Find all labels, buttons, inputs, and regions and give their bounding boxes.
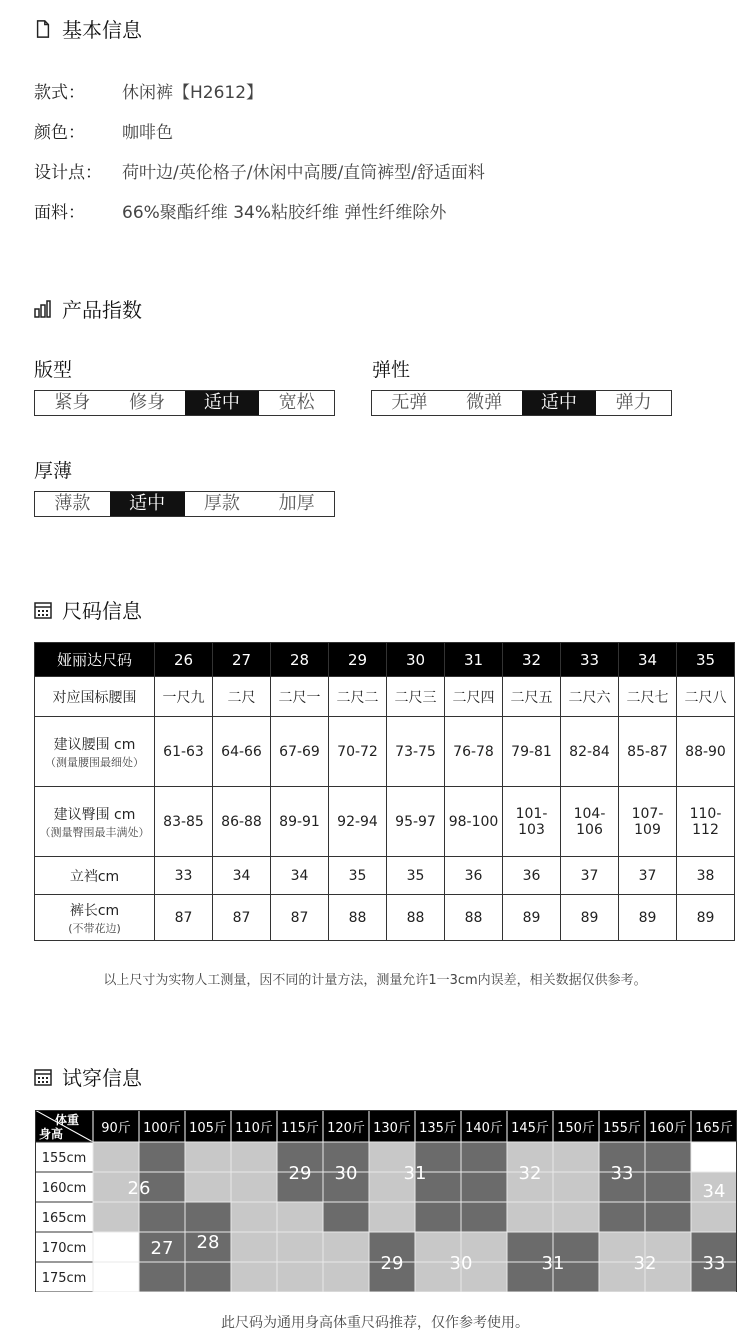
size-info-title: 尺码信息 xyxy=(34,595,142,624)
fit-cell xyxy=(553,1202,599,1232)
document-icon xyxy=(34,20,52,38)
size-cell: 二尺七 xyxy=(619,677,677,717)
fit-label: 版型 xyxy=(34,359,73,381)
thickness-option: 厚款 xyxy=(203,493,240,514)
size-cell: 85-87 xyxy=(619,717,677,787)
fit-size-label: 28 xyxy=(196,1232,220,1253)
size-cell: 83-85 xyxy=(155,787,213,857)
weight-label: 115斤 xyxy=(281,1121,319,1136)
size-cell: 67-69 xyxy=(271,717,329,787)
fit-cell xyxy=(323,1202,369,1232)
size-cell: 61-63 xyxy=(155,717,213,787)
row-label: 建议腰围 cm （测量腰围最细处） xyxy=(35,717,155,787)
fit-cell xyxy=(461,1172,507,1202)
thickness-option: 薄款 xyxy=(54,493,91,514)
fit-scale xyxy=(34,390,335,416)
row-label: 对应国标腰围 xyxy=(35,677,155,717)
size-cell: 89-91 xyxy=(271,787,329,857)
size-cell: 37 xyxy=(619,857,677,895)
size-cell: 73-75 xyxy=(387,717,445,787)
fit-cell xyxy=(415,1202,461,1232)
size-cell: 38 xyxy=(677,857,735,895)
fit-cell xyxy=(277,1232,323,1262)
fit-size-label: 27 xyxy=(150,1238,174,1259)
tryon-grid xyxy=(35,1110,737,1292)
fit-cell xyxy=(691,1202,737,1232)
fit-cell xyxy=(93,1142,139,1172)
weight-label: 105斤 xyxy=(189,1121,227,1136)
fit-cell xyxy=(645,1172,691,1202)
fit-cell xyxy=(231,1232,277,1262)
weight-label: 130斤 xyxy=(373,1121,411,1136)
size-cell: 87 xyxy=(155,895,213,941)
size-cell: 95-97 xyxy=(387,787,445,857)
fit-option: 修身 xyxy=(129,392,166,413)
fit-option: 适中 xyxy=(185,391,260,415)
size-cell: 88 xyxy=(387,895,445,941)
size-header-cell: 34 xyxy=(619,643,677,677)
size-cell: 二尺六 xyxy=(561,677,619,717)
fit-cell xyxy=(231,1202,277,1232)
fit-size-label: 30 xyxy=(334,1163,358,1184)
info-row-color: 颜色： 咖啡色 xyxy=(34,123,173,143)
weight-label: 90斤 xyxy=(101,1121,131,1136)
weight-label: 165斤 xyxy=(695,1121,733,1136)
table-row xyxy=(35,857,735,895)
fit-cell xyxy=(553,1172,599,1202)
size-cell: 二尺三 xyxy=(387,677,445,717)
weight-label: 155斤 xyxy=(603,1121,641,1136)
fit-cell xyxy=(277,1262,323,1292)
elastic-option: 无弹 xyxy=(391,392,428,413)
thickness-scale xyxy=(34,491,335,517)
row-label: 裤长cm (不带花边) xyxy=(35,895,155,941)
table-row xyxy=(35,677,735,717)
size-cell: 107-109 xyxy=(619,787,677,857)
weight-label: 150斤 xyxy=(557,1121,595,1136)
fit-cell xyxy=(139,1202,185,1232)
fit-size-label: 30 xyxy=(449,1253,473,1274)
fit-option: 紧身 xyxy=(54,392,91,413)
size-cell: 104-106 xyxy=(561,787,619,857)
size-cell: 34 xyxy=(271,857,329,895)
fit-cell xyxy=(231,1172,277,1202)
corner-height-label: 身高 xyxy=(39,1127,64,1141)
size-cell: 37 xyxy=(561,857,619,895)
fit-cell xyxy=(93,1262,139,1292)
size-header-cell: 35 xyxy=(677,643,735,677)
size-header-cell: 30 xyxy=(387,643,445,677)
height-label: 155cm xyxy=(41,1151,87,1166)
size-cell: 98-100 xyxy=(445,787,503,857)
size-header-cell: 31 xyxy=(445,643,503,677)
size-cell: 89 xyxy=(619,895,677,941)
size-cell: 88 xyxy=(445,895,503,941)
tryon-note: 此尺码为通用身高体重尺码推荐，仅作参考使用。 xyxy=(221,1315,529,1331)
calendar-icon xyxy=(34,1068,52,1086)
tryon-info-title: 试穿信息 xyxy=(34,1062,142,1091)
corner-weight-label: 体重 xyxy=(54,1113,79,1127)
size-cell: 二尺一 xyxy=(271,677,329,717)
bar-chart-icon xyxy=(34,300,52,318)
fit-cell xyxy=(185,1202,231,1232)
height-label: 165cm xyxy=(41,1211,87,1226)
height-label: 170cm xyxy=(41,1241,87,1256)
fit-size-label: 32 xyxy=(633,1253,657,1274)
fit-cell xyxy=(185,1172,231,1202)
size-cell: 79-81 xyxy=(503,717,561,787)
table-row xyxy=(35,787,735,857)
calendar-icon xyxy=(34,601,52,619)
fit-cell xyxy=(599,1202,645,1232)
weight-label: 140斤 xyxy=(465,1121,503,1136)
size-cell: 70-72 xyxy=(329,717,387,787)
fit-cell xyxy=(323,1232,369,1262)
size-header-cell: 26 xyxy=(155,643,213,677)
fit-size-label: 29 xyxy=(288,1163,312,1184)
size-cell: 64-66 xyxy=(213,717,271,787)
thickness-option: 加厚 xyxy=(278,493,315,514)
size-cell: 35 xyxy=(387,857,445,895)
size-header-cell: 33 xyxy=(561,643,619,677)
size-cell: 89 xyxy=(503,895,561,941)
size-cell: 36 xyxy=(445,857,503,895)
table-row xyxy=(35,895,735,941)
size-cell: 一尺九 xyxy=(155,677,213,717)
size-cell: 35 xyxy=(329,857,387,895)
row-label: 立裆cm xyxy=(35,857,155,895)
height-label: 160cm xyxy=(41,1181,87,1196)
size-header-cell: 29 xyxy=(329,643,387,677)
weight-label: 120斤 xyxy=(327,1121,365,1136)
size-cell: 101-103 xyxy=(503,787,561,857)
thickness-option: 适中 xyxy=(110,492,185,516)
size-cell: 86-88 xyxy=(213,787,271,857)
size-cell: 87 xyxy=(271,895,329,941)
row-label: 建议臀围 cm （测量臀围最丰满处） xyxy=(35,787,155,857)
fit-cell xyxy=(139,1262,185,1292)
size-header-cell: 27 xyxy=(213,643,271,677)
size-note: 以上尺寸为实物人工测量，因不同的计量方法，测量允许1一3cm内误差，相关数据仅供参考。 xyxy=(103,973,647,988)
size-cell: 二尺五 xyxy=(503,677,561,717)
fit-cell xyxy=(645,1202,691,1232)
size-cell: 36 xyxy=(503,857,561,895)
fit-cell xyxy=(369,1202,415,1232)
fit-cell xyxy=(645,1142,691,1172)
size-header-row xyxy=(35,643,735,677)
size-header-cell: 32 xyxy=(503,643,561,677)
size-cell: 二尺二 xyxy=(329,677,387,717)
fit-cell xyxy=(231,1142,277,1172)
size-cell: 34 xyxy=(213,857,271,895)
fit-cell xyxy=(461,1202,507,1232)
weight-label: 160斤 xyxy=(649,1121,687,1136)
fit-size-label: 32 xyxy=(518,1163,542,1184)
fit-size-label: 31 xyxy=(541,1253,565,1274)
fit-cell xyxy=(461,1142,507,1172)
fit-cell xyxy=(277,1202,323,1232)
fit-size-label: 34 xyxy=(702,1181,726,1202)
elastic-scale xyxy=(371,390,672,416)
size-cell: 89 xyxy=(561,895,619,941)
height-label: 175cm xyxy=(41,1271,87,1286)
fit-cell xyxy=(231,1262,277,1292)
size-cell: 76-78 xyxy=(445,717,503,787)
elastic-option: 弹力 xyxy=(615,392,652,413)
fit-cell xyxy=(93,1202,139,1232)
fit-size-label: 31 xyxy=(403,1163,427,1184)
fit-size-label: 33 xyxy=(610,1163,634,1184)
size-cell: 88 xyxy=(329,895,387,941)
size-cell: 二尺四 xyxy=(445,677,503,717)
weight-label: 145斤 xyxy=(511,1121,549,1136)
fit-size-label: 33 xyxy=(702,1253,726,1274)
fit-cell xyxy=(185,1262,231,1292)
size-header-cell: 娅丽达尺码 xyxy=(35,643,155,677)
info-row-fabric: 面料： 66%聚酯纤维 34%粘胶纤维 弹性纤维除外 xyxy=(34,203,447,223)
fit-cell xyxy=(93,1232,139,1262)
fit-option: 宽松 xyxy=(278,392,315,413)
weight-label: 110斤 xyxy=(235,1121,273,1136)
fit-cell xyxy=(139,1142,185,1172)
fit-cell xyxy=(323,1262,369,1292)
product-index-title: 产品指数 xyxy=(34,294,142,323)
size-table xyxy=(34,642,735,941)
info-row-design: 设计点： 荷叶边/英伦格子/休闲中高腰/直筒裤型/舒适面料 xyxy=(34,163,485,183)
elastic-option: 微弹 xyxy=(466,392,503,413)
elastic-label: 弹性 xyxy=(372,359,411,381)
weight-label: 100斤 xyxy=(143,1121,181,1136)
fit-cell xyxy=(185,1142,231,1172)
size-cell: 二尺 xyxy=(213,677,271,717)
size-cell: 110-112 xyxy=(677,787,735,857)
fit-cell xyxy=(553,1142,599,1172)
size-cell: 33 xyxy=(155,857,213,895)
size-cell: 82-84 xyxy=(561,717,619,787)
fit-size-label: 29 xyxy=(380,1253,404,1274)
size-cell: 89 xyxy=(677,895,735,941)
thickness-label: 厚薄 xyxy=(34,460,73,482)
weight-label: 135斤 xyxy=(419,1121,457,1136)
table-row xyxy=(35,717,735,787)
size-header-cell: 28 xyxy=(271,643,329,677)
size-cell: 二尺八 xyxy=(677,677,735,717)
size-cell: 92-94 xyxy=(329,787,387,857)
elastic-option: 适中 xyxy=(522,391,597,415)
info-row-style: 款式： 休闲裤【H2612】 xyxy=(34,83,264,103)
fit-cell xyxy=(507,1202,553,1232)
size-cell: 87 xyxy=(213,895,271,941)
fit-cell xyxy=(691,1142,737,1172)
fit-size-label: 26 xyxy=(127,1178,151,1199)
size-cell: 88-90 xyxy=(677,717,735,787)
basic-info-title: 基本信息 xyxy=(34,14,142,43)
